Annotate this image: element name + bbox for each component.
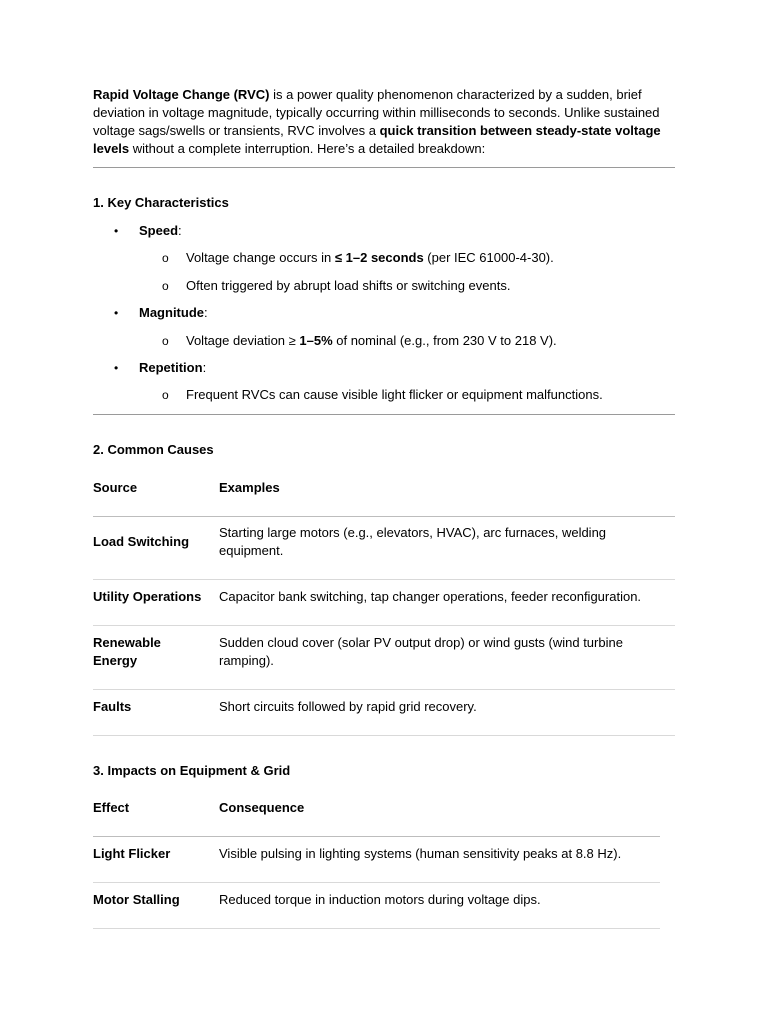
characteristic-repetition: Repetition: — [139, 360, 207, 375]
sub-bullet-icon: o — [162, 279, 169, 293]
characteristic-label: Speed — [139, 223, 179, 238]
divider-1 — [93, 167, 675, 168]
speed-detail-2: Often triggered by abrupt load shifts or switching events. — [186, 278, 511, 293]
cause-source: Faults — [93, 699, 132, 714]
characteristic-speed: Speed: — [139, 223, 182, 238]
row-divider — [93, 689, 675, 690]
bullet-icon: • — [114, 306, 119, 320]
impact-consequence: Visible pulsing in lighting systems (human sensitivity peaks at 8.8 Hz). — [219, 846, 622, 861]
table-header-effect: Effect — [93, 800, 130, 815]
bullet-icon: • — [114, 224, 119, 238]
section-1-heading: 1. Key Characteristics — [93, 195, 229, 210]
row-divider — [93, 735, 675, 736]
cause-example: Starting large motors (e.g., elevators, HVAC), arc furnaces, welding equipment. — [219, 525, 607, 558]
sub-bullet-icon: o — [162, 334, 169, 348]
section-2-heading: 2. Common Causes — [93, 442, 214, 457]
speed-detail-1: Voltage change occurs in ≤ 1–2 seconds (per IEC 61000-4-30). — [186, 250, 554, 265]
cause-source: Load Switching — [93, 534, 190, 549]
table-header-examples: Examples — [219, 480, 280, 495]
characteristic-magnitude: Magnitude: — [139, 305, 208, 320]
bullet-icon: • — [114, 361, 119, 375]
table-header-rule — [93, 836, 660, 837]
characteristic-label: Magnitude — [139, 305, 204, 320]
sub-bullet-icon: o — [162, 251, 169, 265]
intro-paragraph — [93, 86, 678, 158]
row-divider — [93, 625, 675, 626]
cause-example: Capacitor bank switching, tap changer operations, feeder reconfiguration. — [219, 589, 642, 604]
intro-text-3: without a complete interruption. Here’s a detailed breakdown: — [129, 141, 486, 156]
intro-bold-phrase: quick transition between steady-state voltage levels — [93, 123, 661, 156]
sub-bullet-icon: o — [162, 388, 169, 402]
section-3-heading: 3. Impacts on Equipment & Grid — [93, 763, 291, 778]
table-header-rule — [93, 516, 675, 517]
repetition-detail-1: Frequent RVCs can cause visible light flicker or equipment malfunctions. — [186, 387, 603, 402]
divider-2 — [93, 414, 675, 415]
row-divider — [93, 928, 660, 929]
cause-source: Utility Operations — [93, 589, 202, 604]
intro-term: Rapid Voltage Change (RVC) — [93, 87, 270, 102]
cause-example: Sudden cloud cover (solar PV output drop) or wind gusts (wind turbine ramping). — [219, 635, 623, 668]
table-header-consequence: Consequence — [219, 800, 305, 815]
impact-effect: Light Flicker — [93, 846, 171, 861]
impact-effect: Motor Stalling — [93, 892, 180, 907]
table-header-source: Source — [93, 480, 138, 495]
impact-consequence: Reduced torque in induction motors during voltage dips. — [219, 892, 541, 907]
characteristic-label: Repetition — [139, 360, 203, 375]
intro-text-1: is a power quality phenomenon characterized by a sudden, brief deviation in voltage magnitude, typically occurring within milliseconds to seconds. Unlike sustained voltage sags/swells or transients, RVC involves a — [93, 87, 660, 138]
row-divider — [93, 882, 660, 883]
magnitude-detail-1: Voltage deviation ≥ 1–5% of nominal (e.g., from 230 V to 218 V). — [186, 333, 557, 348]
cause-example: Short circuits followed by rapid grid recovery. — [219, 699, 477, 714]
cause-source: Renewable Energy — [93, 635, 161, 668]
row-divider — [93, 579, 675, 580]
